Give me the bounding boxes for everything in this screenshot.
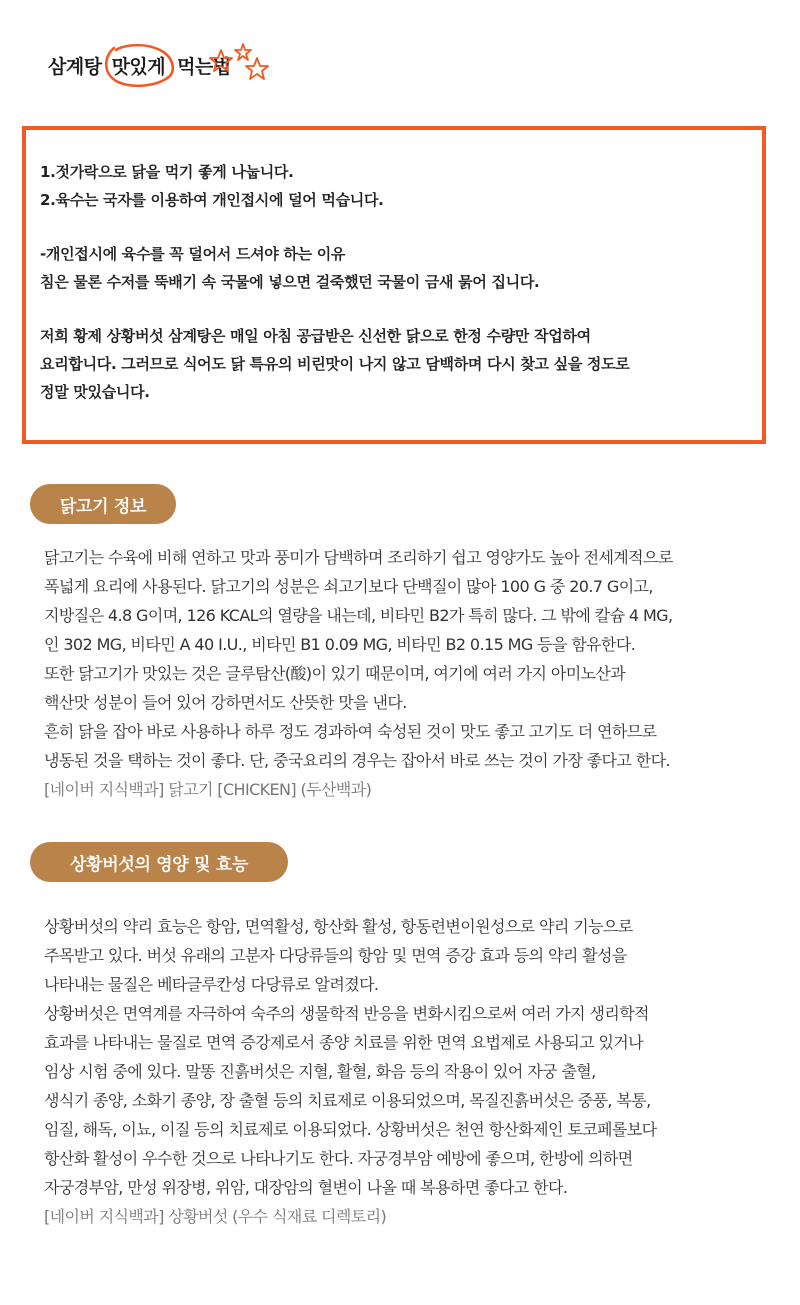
title-highlight <box>110 52 168 79</box>
chicken-info-text <box>44 543 790 804</box>
paragraph-line: 주목받고 있다. 버섯 유래의 고분자 다당류들의 항암 및 면역 증강 효과 등의 약리 활성을 <box>44 946 627 965</box>
paragraph-line: 항산화 활성이 우수한 것으로 나타나기도 한다. 자궁경부암 예방에 좋으며, 한방에 의하면 <box>44 1149 633 1168</box>
paragraph-line: 지방질은 4.8 G이며, 126 KCAL의 열량을 내는데, 비타민 B2가 특히 많다. 그 밖에 칼슘 4 MG, <box>44 606 673 625</box>
tip-line: 2.육수는 국자를 이용하여 개인접시에 덜어 먹습니다. <box>40 191 384 209</box>
section-label-mushroom-benefits: 상황버섯의 영양 및 효능 <box>30 842 288 882</box>
paragraph-line: 상황버섯은 면역계를 자극하여 숙주의 생물학적 반응을 변화시킴으로써 여러 가지 생리학적 <box>44 1004 649 1023</box>
mushroom-benefits-text <box>44 912 790 1231</box>
title-highlight-text: 맛있게 <box>111 56 166 78</box>
source-citation: [네이버 지식백과] 상황버섯 (우수 식재료 디렉토리) <box>44 1207 387 1226</box>
paragraph-line: 임상 시험 중에 있다. 말똥 진흙버섯은 지혈, 활혈, 화음 등의 작용이 있어 자궁 출혈, <box>44 1062 596 1081</box>
paragraph-line: 폭넓게 요리에 사용된다. 닭고기의 성분은 쇠고기보다 단백질이 많아 100 G 중 20.7 G이고, <box>44 577 653 596</box>
tip-reason-line: -개인접시에 육수를 꼭 덜어서 드셔야 하는 이유 <box>40 245 346 263</box>
paragraph-line: 냉동된 것을 택하는 것이 좋다. 단, 중국요리의 경우는 잡아서 바로 쓰는 것이 가장 좋다고 한다. <box>44 751 670 770</box>
paragraph-line: 인 302 MG, 비타민 A 40 I.U., 비타민 B1 0.09 MG, 비타민 B2 0.15 MG 등을 함유한다. <box>44 635 636 654</box>
section-label-chicken-info: 닭고기 정보 <box>30 484 176 524</box>
paragraph-line: 자궁경부암, 만성 위장병, 위암, 대장암의 혈변이 나올 때 복용하면 좋다고 한다. <box>44 1178 568 1197</box>
tip-promo-line: 요리합니다. 그러므로 식어도 닭 특유의 비린맛이 나지 않고 담백하며 다시 찾고 싶을 정도로 <box>40 355 630 373</box>
paragraph-line: 생식기 종양, 소화기 종양, 장 출혈 등의 치료제로 이용되었으며, 목질진흙버섯은 중풍, 복통, <box>44 1091 651 1110</box>
title-part1: 삼계탕 <box>48 56 102 78</box>
paragraph-line: 핵산맛 성분이 들어 있어 강하면서도 산뜻한 맛을 낸다. <box>44 693 407 712</box>
paragraph-line: 상황버섯의 약리 효능은 항암, 면역활성, 항산화 활성, 항동련변이원성으로 약리 기능으로 <box>44 917 633 936</box>
tips-text <box>40 158 752 406</box>
page-title <box>48 52 231 79</box>
paragraph-line: 나타내는 물질은 베타글루칸성 다당류로 알려졌다. <box>44 975 379 994</box>
stars-icon <box>205 40 275 90</box>
paragraph-line: 흔히 닭을 잡아 바로 사용하나 하루 정도 경과하여 숙성된 것이 맛도 좋고 고기도 더 연하므로 <box>44 722 657 741</box>
paragraph-line: 닭고기는 수육에 비해 연하고 맛과 풍미가 담백하며 조리하기 쉽고 영양가도 높아 전세계적으로 <box>44 548 673 567</box>
paragraph-line: 또한 닭고기가 맛있는 것은 글루탐산(酸)이 있기 때문이며, 여기에 여러 가지 아미노산과 <box>44 664 626 683</box>
tip-line: 1.젓가락으로 닭을 먹기 좋게 나눕니다. <box>40 163 294 181</box>
tip-promo-line: 저희 황제 상황버섯 삼계탕은 매일 아침 공급받은 신선한 닭으로 한정 수량만 작업하여 <box>40 327 591 345</box>
paragraph-line: 임질, 해독, 이뇨, 이질 등의 치료제로 이용되었다. 상황버섯은 천연 항산화제인 토코페롤보다 <box>44 1120 657 1139</box>
source-citation: [네이버 지식백과] 닭고기 [CHICKEN] (두산백과) <box>44 780 372 799</box>
tip-reason-line: 침은 물론 수저를 뚝배기 속 국물에 넣으면 걸죽했던 국물이 금새 묽어 집니다. <box>40 273 540 291</box>
tip-promo-line: 정말 맛있습니다. <box>40 383 150 401</box>
tips-box <box>22 126 766 444</box>
paragraph-line: 효과를 나타내는 물질로 면역 증강제로서 종양 치료를 위한 면역 요법제로 사용되고 있거나 <box>44 1033 644 1052</box>
title-part2: 먹는법 <box>177 56 231 78</box>
